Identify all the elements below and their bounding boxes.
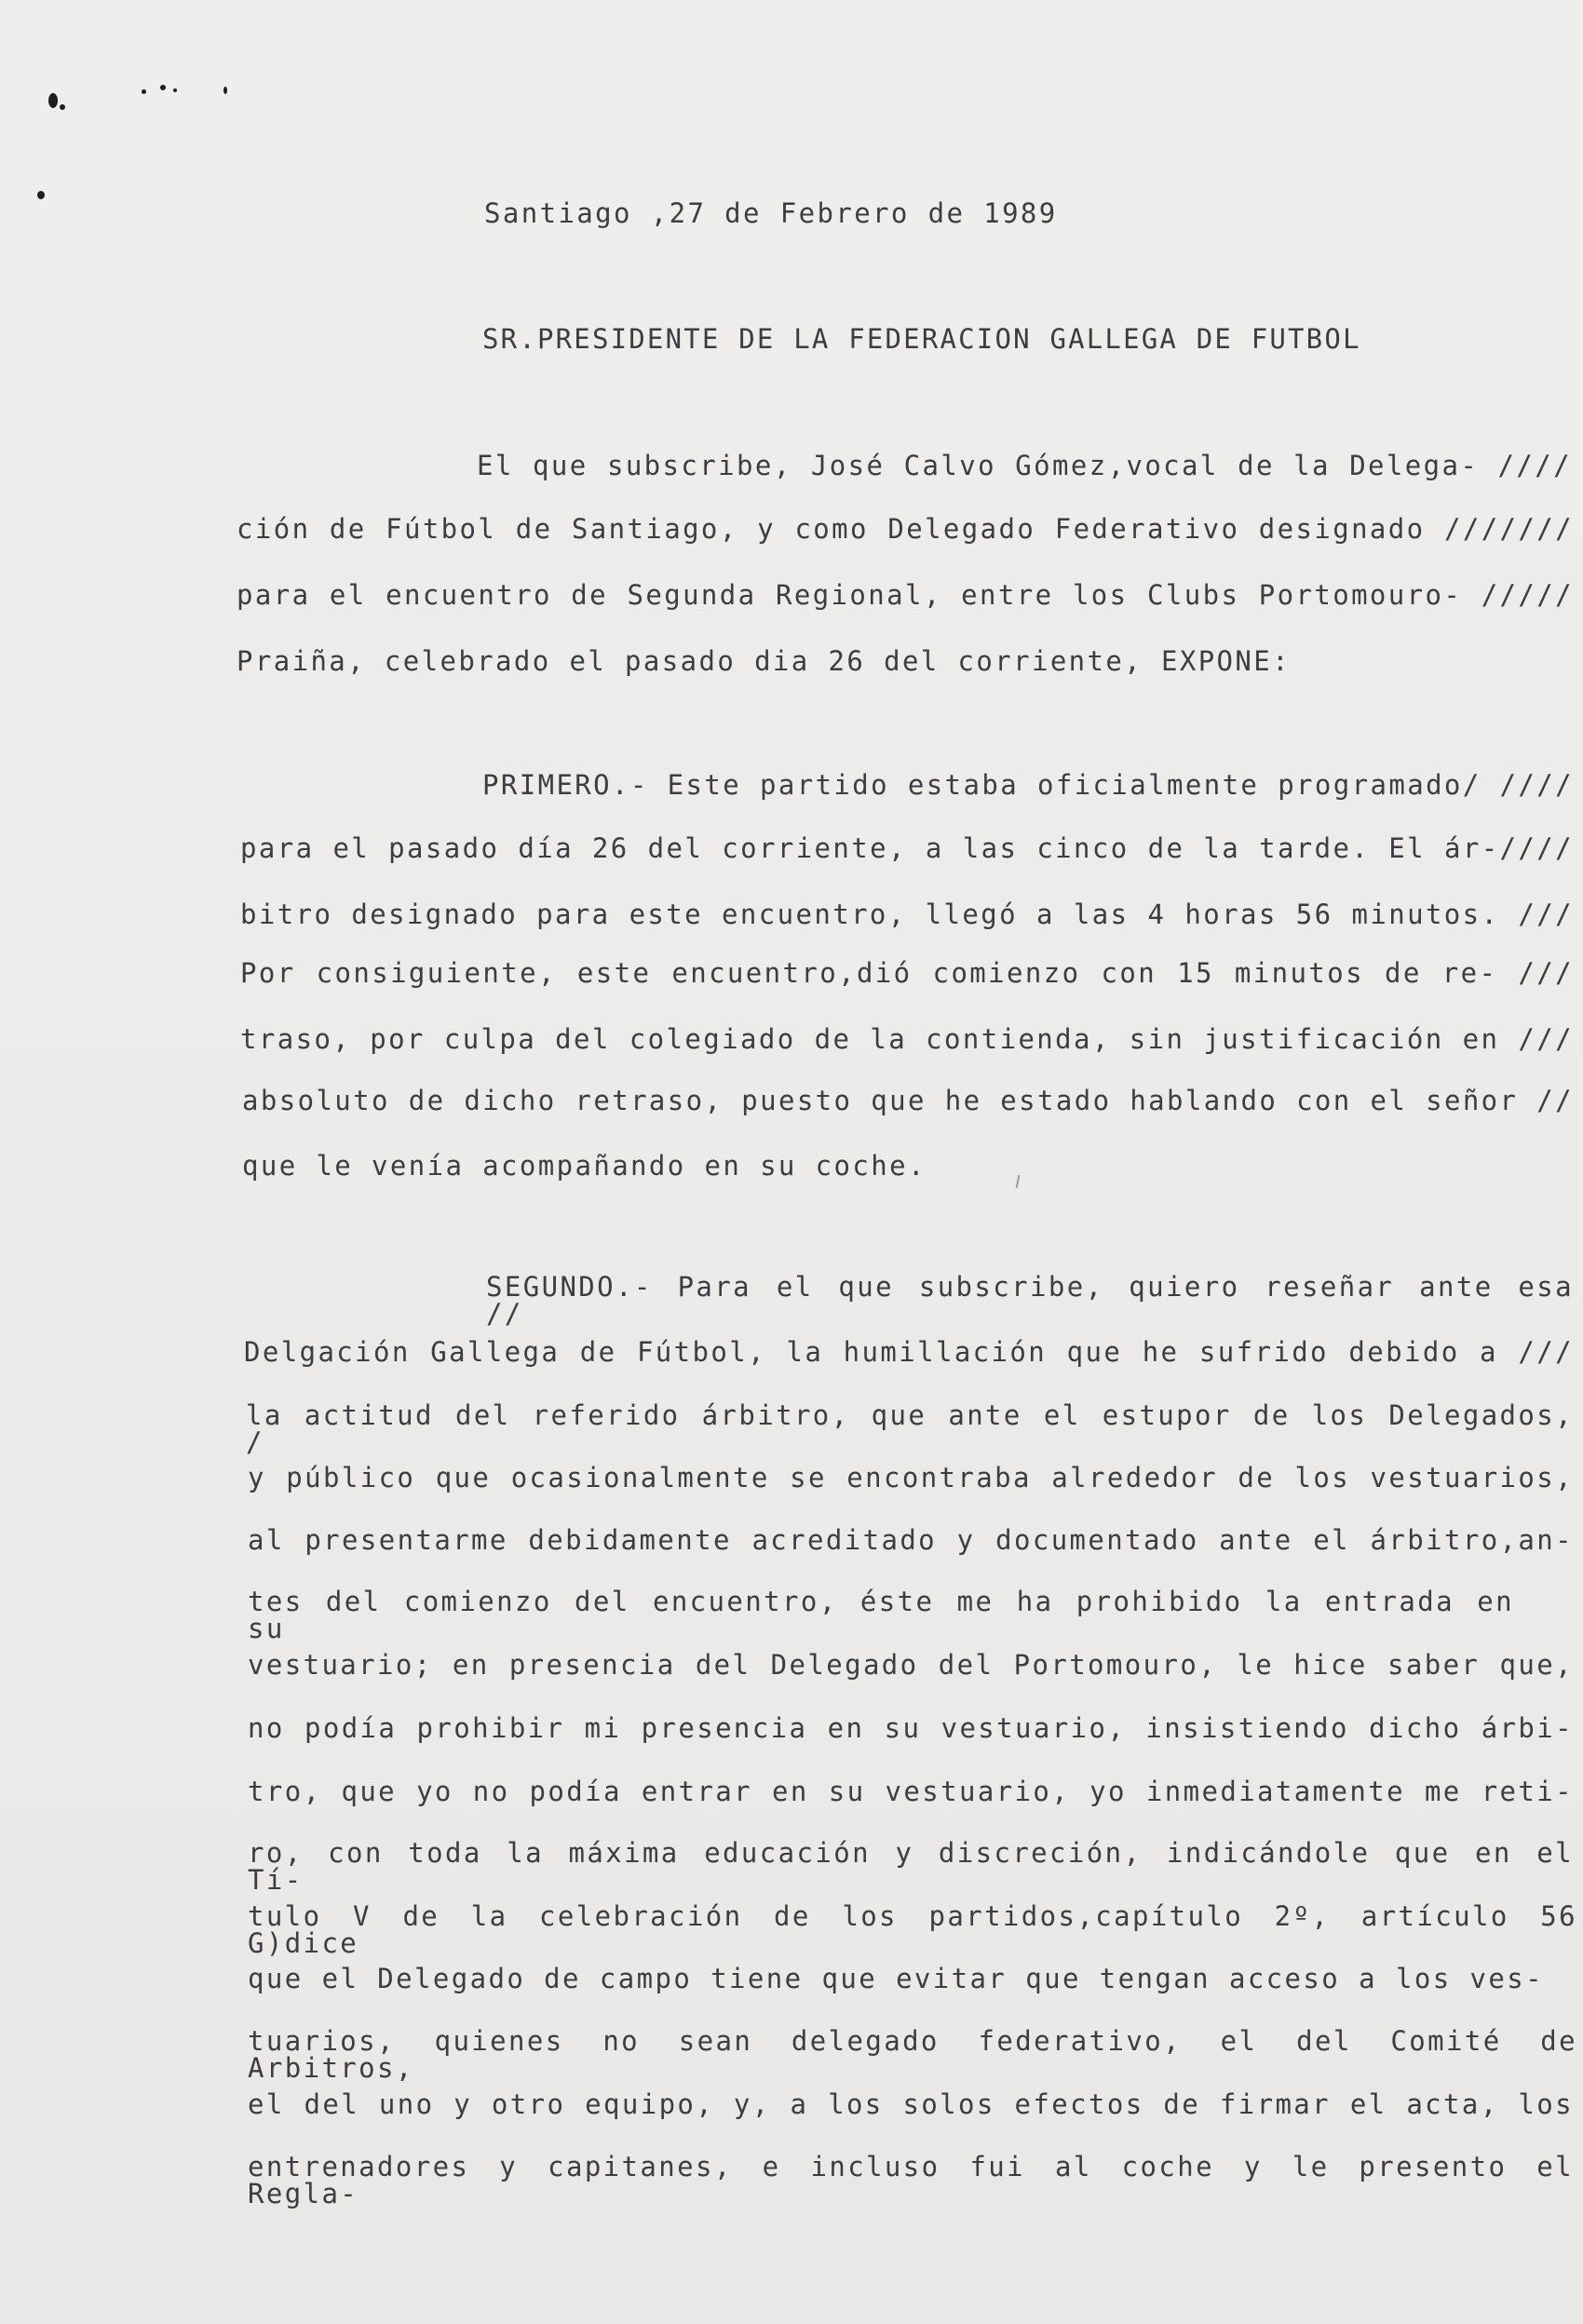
ink-speck [223, 87, 227, 94]
body-line: bitro designado para este encuentro, llegó a las 4 horas 56 minutos. /// [240, 899, 1574, 930]
date-line: Santiago ,27 de Febrero de 1989 [484, 197, 1058, 229]
body-line: ción de Fútbol de Santiago, y como Delegado Federativo designado /////// [237, 513, 1574, 545]
body-line: Delgación Gallega de Fútbol, la humillación que he sufrido debido a /// [244, 1336, 1574, 1368]
body-line: y público que ocasionalmente se encontraba alrededor de los vestuarios, [248, 1462, 1574, 1493]
body-line: el del uno y otro equipo, y, a los solos efectos de firmar el acta, los [248, 2088, 1574, 2120]
body-line: Por consiguiente, este encuentro,dió comienzo con 15 minutos de re- /// [240, 957, 1574, 989]
body-line: SEGUNDO.- Para el que subscribe, quiero reseñar ante esa // [486, 1271, 1574, 1330]
body-line: tuarios, quienes no sean delegado federativo, el del Comité de Arbitros, [248, 2025, 1577, 2084]
ink-speck [60, 104, 65, 110]
body-line: absoluto de dicho retraso, puesto que he estado hablando con el señor // [242, 1085, 1574, 1116]
body-line: para el pasado día 26 del corriente, a las cinco de la tarde. El ár-//// [240, 832, 1574, 864]
ink-speck [142, 89, 146, 94]
recipient-line: SR.PRESIDENTE DE LA FEDERACION GALLEGA DE FUTBOL [482, 323, 1361, 355]
body-line: PRIMERO.- Este partido estaba oficialmente programado/ //// [482, 769, 1574, 801]
body-line: tulo V de la celebración de los partidos,capítulo 2º, artículo 56 G)dice [248, 1900, 1577, 1959]
body-line: El que subscribe, José Calvo Gómez,vocal de la Delega- //// [477, 450, 1572, 481]
body-line: ro, con toda la máxima educación y discreción, indicándole que en el Tí- [248, 1837, 1574, 1896]
body-line: para el encuentro de Segunda Regional, entre los Clubs Portomouro- ///// [237, 579, 1574, 611]
body-line: Praiña, celebrado el pasado dia 26 del corriente, EXPONE: [237, 645, 1291, 677]
body-line: al presentarme debidamente acreditado y documentado ante el árbitro,an- [248, 1524, 1574, 1556]
ink-speck [173, 88, 177, 92]
body-line: traso, por culpa del colegiado de la contienda, sin justificación en /// [240, 1023, 1574, 1055]
ink-speck [48, 93, 58, 108]
body-line: no podía prohibir mi presencia en su vestuario, insistiendo dicho árbi- [248, 1712, 1574, 1744]
body-line: la actitud del referido árbitro, que ante el estupor de los Delegados, / [246, 1399, 1574, 1458]
body-line: tes del comienzo del encuentro, éste me ha prohibido la entrada en su [248, 1586, 1514, 1644]
body-line: vestuario; en presencia del Delegado del Portomouro, le hice saber que, [248, 1649, 1574, 1681]
body-line: que le venía acompañando en su coche. [242, 1150, 927, 1182]
body-line: que el Delegado de campo tiene que evitar que tengan acceso a los ves- [248, 1963, 1544, 1994]
ink-speck [160, 85, 166, 90]
ink-speck [37, 191, 45, 199]
body-line: entrenadores y capitanes, e incluso fui al coche y le presento el Regla- [248, 2151, 1574, 2209]
body-line: tro, que yo no podía entrar en su vestuario, yo inmediatamente me reti- [248, 1776, 1574, 1807]
pencil-mark [1016, 1175, 1021, 1188]
